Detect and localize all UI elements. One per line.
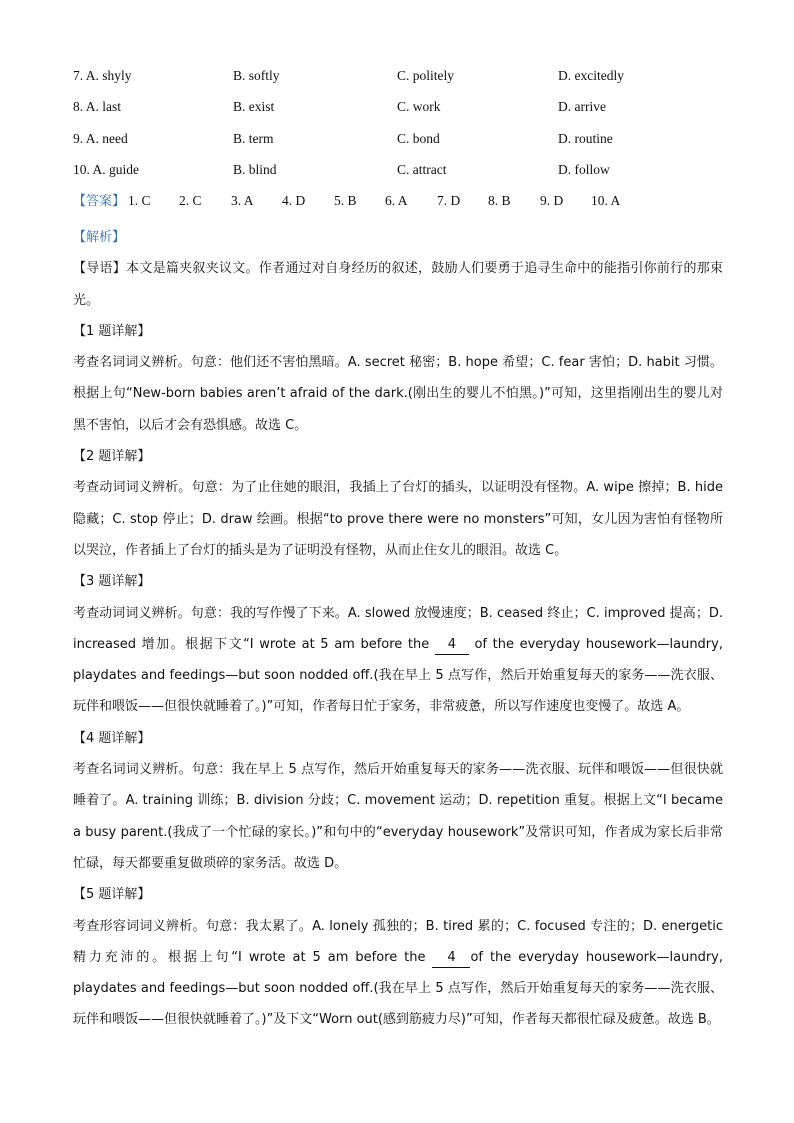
q3-text-part2: of the everyday housework—laundry, playdates and feedings—but soon nodded off.(我在早上 5 点写作，然后开始重复每天的家务——洗衣服、玩伴和喂饭——但很快就睡着了。)”可知，作者每日忙于家务，非常疲惫，所以写作速度也变慢了。故选 A。 <box>73 636 723 715</box>
analysis-label: 【解析】 <box>73 230 126 245</box>
answer-item: 9. D <box>540 193 564 208</box>
option-row <box>73 129 723 160</box>
q3-explanation <box>73 598 723 723</box>
q1-heading: 【1 题详解】 <box>73 323 151 339</box>
answer-line <box>73 191 621 212</box>
q4-heading: 【4 题详解】 <box>73 730 151 746</box>
answer-item: 5. B <box>334 193 357 208</box>
answer-item: 3. A <box>231 193 254 208</box>
answer-item: 10. A <box>591 193 621 208</box>
option-a: 8. A. last <box>73 99 122 115</box>
q1-explanation: 考查名词词义辨析。句意：他们还不害怕黑暗。A. secret 秘密；B. hope 希望；C. fear 害怕；D. habit 习惯。根据上句“New-born babies aren’t afraid of the dark.(刚出生的婴儿不怕黑。)”可知，这里指刚出生的婴儿对黑不害怕，以后才会有恐惧感。故选 C。 <box>73 355 723 433</box>
option-c: C. bond <box>397 130 440 146</box>
option-d: D. arrive <box>558 99 606 115</box>
answer-item: 8. B <box>488 193 511 208</box>
q4-explanation: 考查名词词义辨析。句意：我在早上 5 点写作，然后开始重复每天的家务——洗衣服、玩伴和喂饭——但很快就睡着了。A. training 训练；B. division 分歧；C. movement 运动；D. repetition 重复。根据上文“I became a busy parent.(我成了一个忙碌的家长。)”和句中的“everyday housework”及常识可知，作者成为家长后非常忙碌，每天都要重复做琐碎的家务活。故选 D。 <box>73 762 723 871</box>
q5-text-part1: 考查形容词词义辨析。句意：我太累了。A. lonely 孤独的；B. tired 累的；C. focused 专注的；D. energetic 精力充沛的。根据上句“I wrote at 5 am before the <box>73 918 723 965</box>
options-table <box>73 66 723 191</box>
q5-blank: 4 <box>432 949 470 968</box>
option-a: 7. A. shyly <box>73 68 132 83</box>
answer-item: 4. D <box>282 193 306 208</box>
q2-heading: 【2 题详解】 <box>73 449 151 465</box>
q5-explanation <box>73 911 723 1036</box>
option-row <box>73 97 723 128</box>
option-c: C. attract <box>397 161 447 177</box>
q2-explanation: 考查动词词义辨析。句意：为了止住她的眼泪，我插上了台灯的插头，以证明没有怪物。A. wipe 擦掉；B. hide 隐藏；C. stop 停止；D. draw 绘画。根据“to prove there were no monsters”可知，女儿因为害怕有怪物所以哭泣，作者插上了台灯的插头是为了证明没有怪物，从而止住女儿的眼泪。故选 C。 <box>73 480 723 558</box>
answer-item: 7. D <box>437 193 461 208</box>
option-d: D. follow <box>558 161 610 177</box>
analysis-body <box>73 222 723 1036</box>
option-row <box>73 160 723 191</box>
option-b: B. term <box>233 130 274 146</box>
option-d: D. excitedly <box>558 68 624 83</box>
option-d: D. routine <box>558 130 613 146</box>
q5-text-part2: of the everyday housework—laundry, playdates and feedings—but soon nodded off.(我在早上 5 点写作，然后开始重复每天的家务——洗衣服、玩伴和喂饭——但很快就睡着了。)”及下文“Worn out(感到筋疲力尽)”可知，作者每天都很忙碌及疲惫。故选 B。 <box>73 949 723 1028</box>
option-b: B. exist <box>233 99 275 115</box>
answer-label: 【答案】 <box>73 194 126 209</box>
option-b: B. blind <box>233 161 277 177</box>
option-a: 9. A. need <box>73 130 128 146</box>
q3-text-part1: 考查动词词义辨析。句意：我的写作慢了下来。A. slowed 放慢速度；B. ceased 终止；C. improved 提高；D. increased 增加。根据下文“I wrote at 5 am before the <box>73 605 723 652</box>
q3-blank: 4 <box>435 636 469 655</box>
q3-heading: 【3 题详解】 <box>73 574 151 590</box>
option-c: C. politely <box>397 68 454 83</box>
intro-paragraph: 【导语】本文是篇夹叙夹议文。作者通过对自身经历的叙述，鼓励人们要勇于追寻生命中的能指引你前行的那束光。 <box>73 261 723 308</box>
option-c: C. work <box>397 99 441 115</box>
option-b: B. softly <box>233 68 280 83</box>
option-a: 10. A. guide <box>73 161 139 177</box>
answer-item: 1. C <box>128 193 151 208</box>
q5-heading: 【5 题详解】 <box>73 887 151 903</box>
answer-item: 6. A <box>385 193 408 208</box>
option-row <box>73 66 723 97</box>
answer-item: 2. C <box>179 193 202 208</box>
